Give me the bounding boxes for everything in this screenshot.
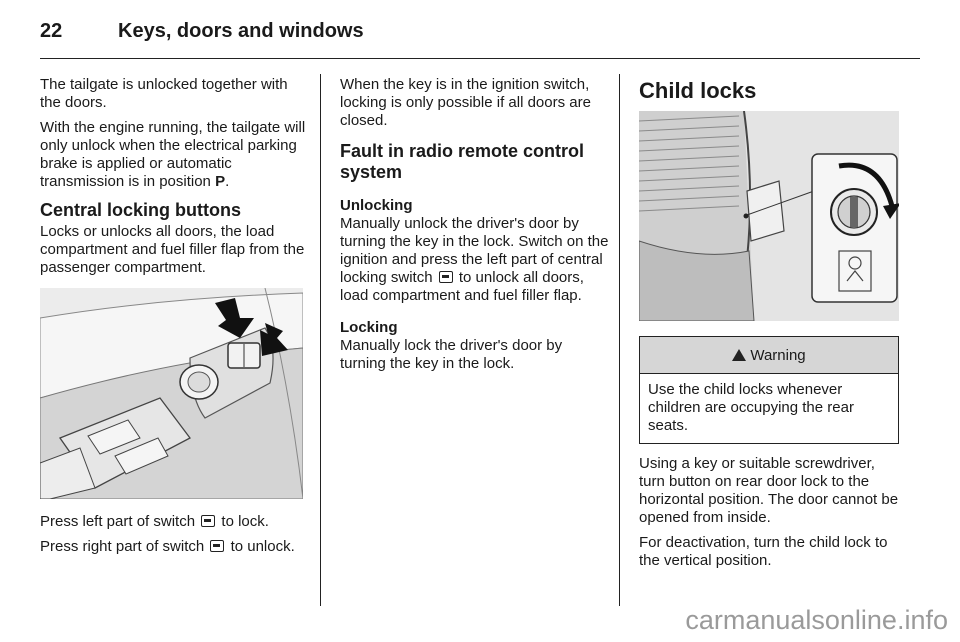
lock-caption: [40, 513, 310, 531]
text-run: Press left part of switch: [40, 513, 200, 530]
warning-text: Use the child locks whenever children are occupying the rear seats.: [648, 381, 854, 434]
door-switch-drawing: [40, 288, 303, 499]
warning-title: Warning: [750, 346, 806, 364]
switch-captions: [40, 513, 310, 563]
child-lock-instructions: [639, 455, 904, 577]
locking-paragraph: Manually lock the driver's door by turning the key in the lock.: [340, 337, 563, 372]
column-divider: [619, 74, 620, 606]
deactivation-paragraph: For deactivation, turn the child lock to the vertical position.: [639, 534, 888, 569]
warning-triangle-icon: [732, 349, 746, 361]
chapter-title: Keys, doors and windows: [118, 20, 364, 42]
lock-switch-icon: [210, 540, 224, 552]
ignition-paragraph: When the key is in the ignition switch, locking is only possible if all doors are closed.: [340, 76, 591, 129]
text-run: to unlock.: [226, 538, 295, 555]
gear-position: P: [215, 173, 226, 190]
warning-box: [639, 336, 899, 444]
lock-switch-icon: [201, 515, 215, 527]
column-divider: [320, 74, 321, 606]
activation-paragraph: Using a key or suitable screwdriver, turn button on rear door lock to the horizontal position. The door cannot be opened from inside.: [639, 455, 899, 526]
unlocking-label: Unlocking: [340, 197, 413, 214]
child-lock-drawing: [639, 111, 899, 321]
page-number: 22: [40, 20, 63, 42]
unlock-caption: [40, 538, 310, 556]
site-watermark: carmanualsonline.info: [685, 605, 948, 635]
text-run: Press right part of switch: [40, 538, 209, 555]
child-locks-heading: Child locks: [639, 78, 757, 103]
central-locking-heading: Central locking buttons: [40, 200, 242, 220]
text-run: to lock.: [217, 513, 269, 530]
child-lock-illustration: [639, 111, 899, 321]
locking-label: Locking: [340, 319, 398, 336]
column-right: [639, 77, 904, 105]
central-locking-illustration: [40, 288, 303, 499]
text-run: With the engine running, the tailgate will only unlock when the electrical parking brake is applied or automatic transmission is in position: [40, 119, 306, 190]
central-locking-paragraph: Locks or unlocks all doors, the load compartment and fuel filler flap from the passenger compartment.: [40, 223, 305, 276]
page-header: [40, 18, 920, 59]
lock-switch-icon: [439, 271, 453, 283]
engine-running-paragraph: [40, 119, 310, 191]
warning-header: [640, 337, 898, 374]
text-run: Manually unlock the driver's door by turning the key in the lock. Switch on the ignition and press the left part of central locking switch: [340, 215, 609, 286]
column-left: [40, 76, 310, 284]
fault-heading: Fault in radio remote control system: [340, 141, 585, 182]
column-middle: [340, 76, 610, 380]
unlocking-paragraph: [340, 215, 610, 305]
text-run: to unlock all doors, load compartment and fuel filler flap.: [340, 269, 584, 304]
text-run: .: [225, 173, 230, 190]
tailgate-paragraph: The tailgate is unlocked together with the doors.: [40, 76, 288, 111]
